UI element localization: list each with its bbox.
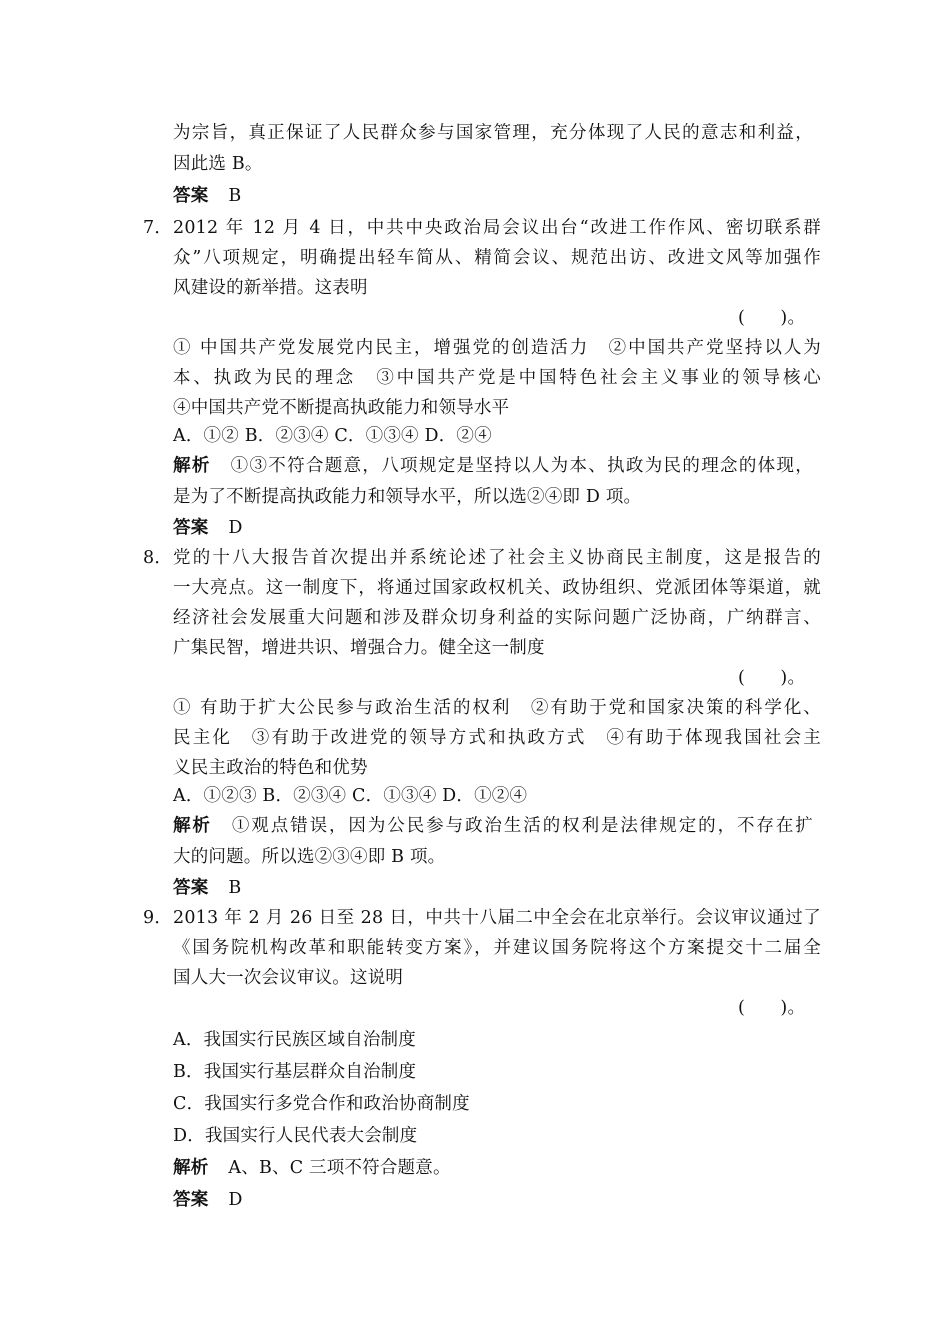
- answer-label: 答案: [173, 1190, 209, 1210]
- prev-answer: [173, 181, 241, 211]
- q7-answer: [173, 513, 243, 543]
- answer-value: D: [228, 518, 243, 538]
- q9-stem-line-3: 国人大一次会议审议。这说明: [173, 968, 404, 988]
- q8-options: A．①②③ B．②③④ C．①③④ D．①②④: [173, 786, 528, 806]
- q9-answer-blank: ( )。: [738, 998, 806, 1018]
- q7-stem-line-2: 众”八项规定，明确提出轻车简从、精简会议、规范出访、改进文风等加强作: [173, 248, 821, 268]
- analysis-label: 解析: [173, 1158, 209, 1178]
- q8-number: 8．: [143, 548, 173, 568]
- prev-explanation-line-1: 为宗旨，真正保证了人民群众参与国家管理，充分体现了人民的意志和利益，: [173, 123, 813, 143]
- q9-option-b: B．我国实行基层群众自治制度: [173, 1062, 417, 1082]
- q9-option-c: C．我国实行多党合作和政治协商制度: [173, 1094, 470, 1114]
- answer-value: B: [228, 186, 242, 206]
- q8-stem-line-2: 一大亮点。这一制度下，将通过国家政权机关、政协组织、党派团体等渠道，就: [173, 578, 821, 598]
- q8-answer: [173, 873, 241, 903]
- prev-explanation-line-2: 因此选 B。: [173, 154, 263, 174]
- q9-answer: [173, 1185, 243, 1215]
- q7-options: A．①② B．②③④ C．①③④ D．②④: [173, 426, 492, 446]
- q8-statement-line-1: ① 有助于扩大公民参与政治生活的权利 ②有助于党和国家决策的科学化、: [173, 698, 821, 718]
- q9-option-a: A．我国实行民族区域自治制度: [173, 1030, 416, 1050]
- analysis-label: 解析: [173, 816, 212, 836]
- q8-answer-blank: ( )。: [738, 668, 806, 688]
- q9-analysis: [173, 1153, 451, 1183]
- q9-stem-line-1: 2013 年 2 月 26 日至 28 日，中共十八届二中全会在北京举行。会议审议通过了: [173, 908, 821, 928]
- q8-stem-line-1: 党的十八大报告首次提出并系统论述了社会主义协商民主制度，这是报告的: [173, 548, 821, 568]
- q8-statement-line-2: 民主化 ③有助于改进党的领导方式和执政方式 ④有助于体现我国社会主: [173, 728, 821, 748]
- answer-label: 答案: [173, 186, 209, 206]
- answer-label: 答案: [173, 878, 209, 898]
- answer-value: D: [228, 1190, 243, 1210]
- q8-statement-line-3: 义民主政治的特色和优势: [173, 758, 368, 778]
- q9-stem-line-2: 《国务院机构改革和职能转变方案》，并建议国务院将这个方案提交十二届全: [173, 938, 821, 958]
- analysis-text: A、B、C 三项不符合题意。: [228, 1158, 451, 1178]
- q9-number: 9．: [143, 908, 173, 928]
- q7-number: 7．: [143, 218, 173, 238]
- q7-stem-line-3: 风建设的新举措。这表明: [173, 278, 368, 298]
- answer-label: 答案: [173, 518, 209, 538]
- q8-stem-line-3: 经济社会发展重大问题和涉及群众切身利益的实际问题广泛协商，广纳群言、: [173, 608, 821, 628]
- q7-analysis-line-1: [173, 451, 813, 481]
- q8-analysis-line-2: 大的问题。所以选②③④即 B 项。: [173, 847, 446, 867]
- q7-statement-line-1: ① 中国共产党发展党内民主，增强党的创造活力 ②中国共产党坚持以人为: [173, 338, 821, 358]
- q8-analysis-line-1: [173, 811, 813, 841]
- q7-answer-blank: ( )。: [738, 308, 806, 328]
- q7-statement-line-3: ④中国共产党不断提高执政能力和领导水平: [173, 398, 510, 418]
- answer-value: B: [228, 878, 242, 898]
- q7-analysis-line-2: 是为了不断提高执政能力和领导水平，所以选②④即 D 项。: [173, 487, 642, 507]
- q7-stem-line-1: 2012 年 12 月 4 日，中共中央政治局会议出台“改进工作作风、密切联系群: [173, 218, 821, 238]
- q8-stem-line-4: 广集民智，增进共识、增强合力。健全这一制度: [173, 638, 545, 658]
- analysis-text: ①观点错误，因为公民参与政治生活的权利是法律规定的，不存在扩: [231, 816, 813, 836]
- q7-statement-line-2: 本、执政为民的理念 ③中国共产党是中国特色社会主义事业的领导核心: [173, 368, 821, 388]
- q9-option-d: D．我国实行人民代表大会制度: [173, 1126, 418, 1146]
- analysis-label: 解析: [173, 456, 211, 476]
- analysis-text: ①③不符合题意，八项规定是坚持以人为本、执政为民的理念的体现，: [230, 456, 814, 476]
